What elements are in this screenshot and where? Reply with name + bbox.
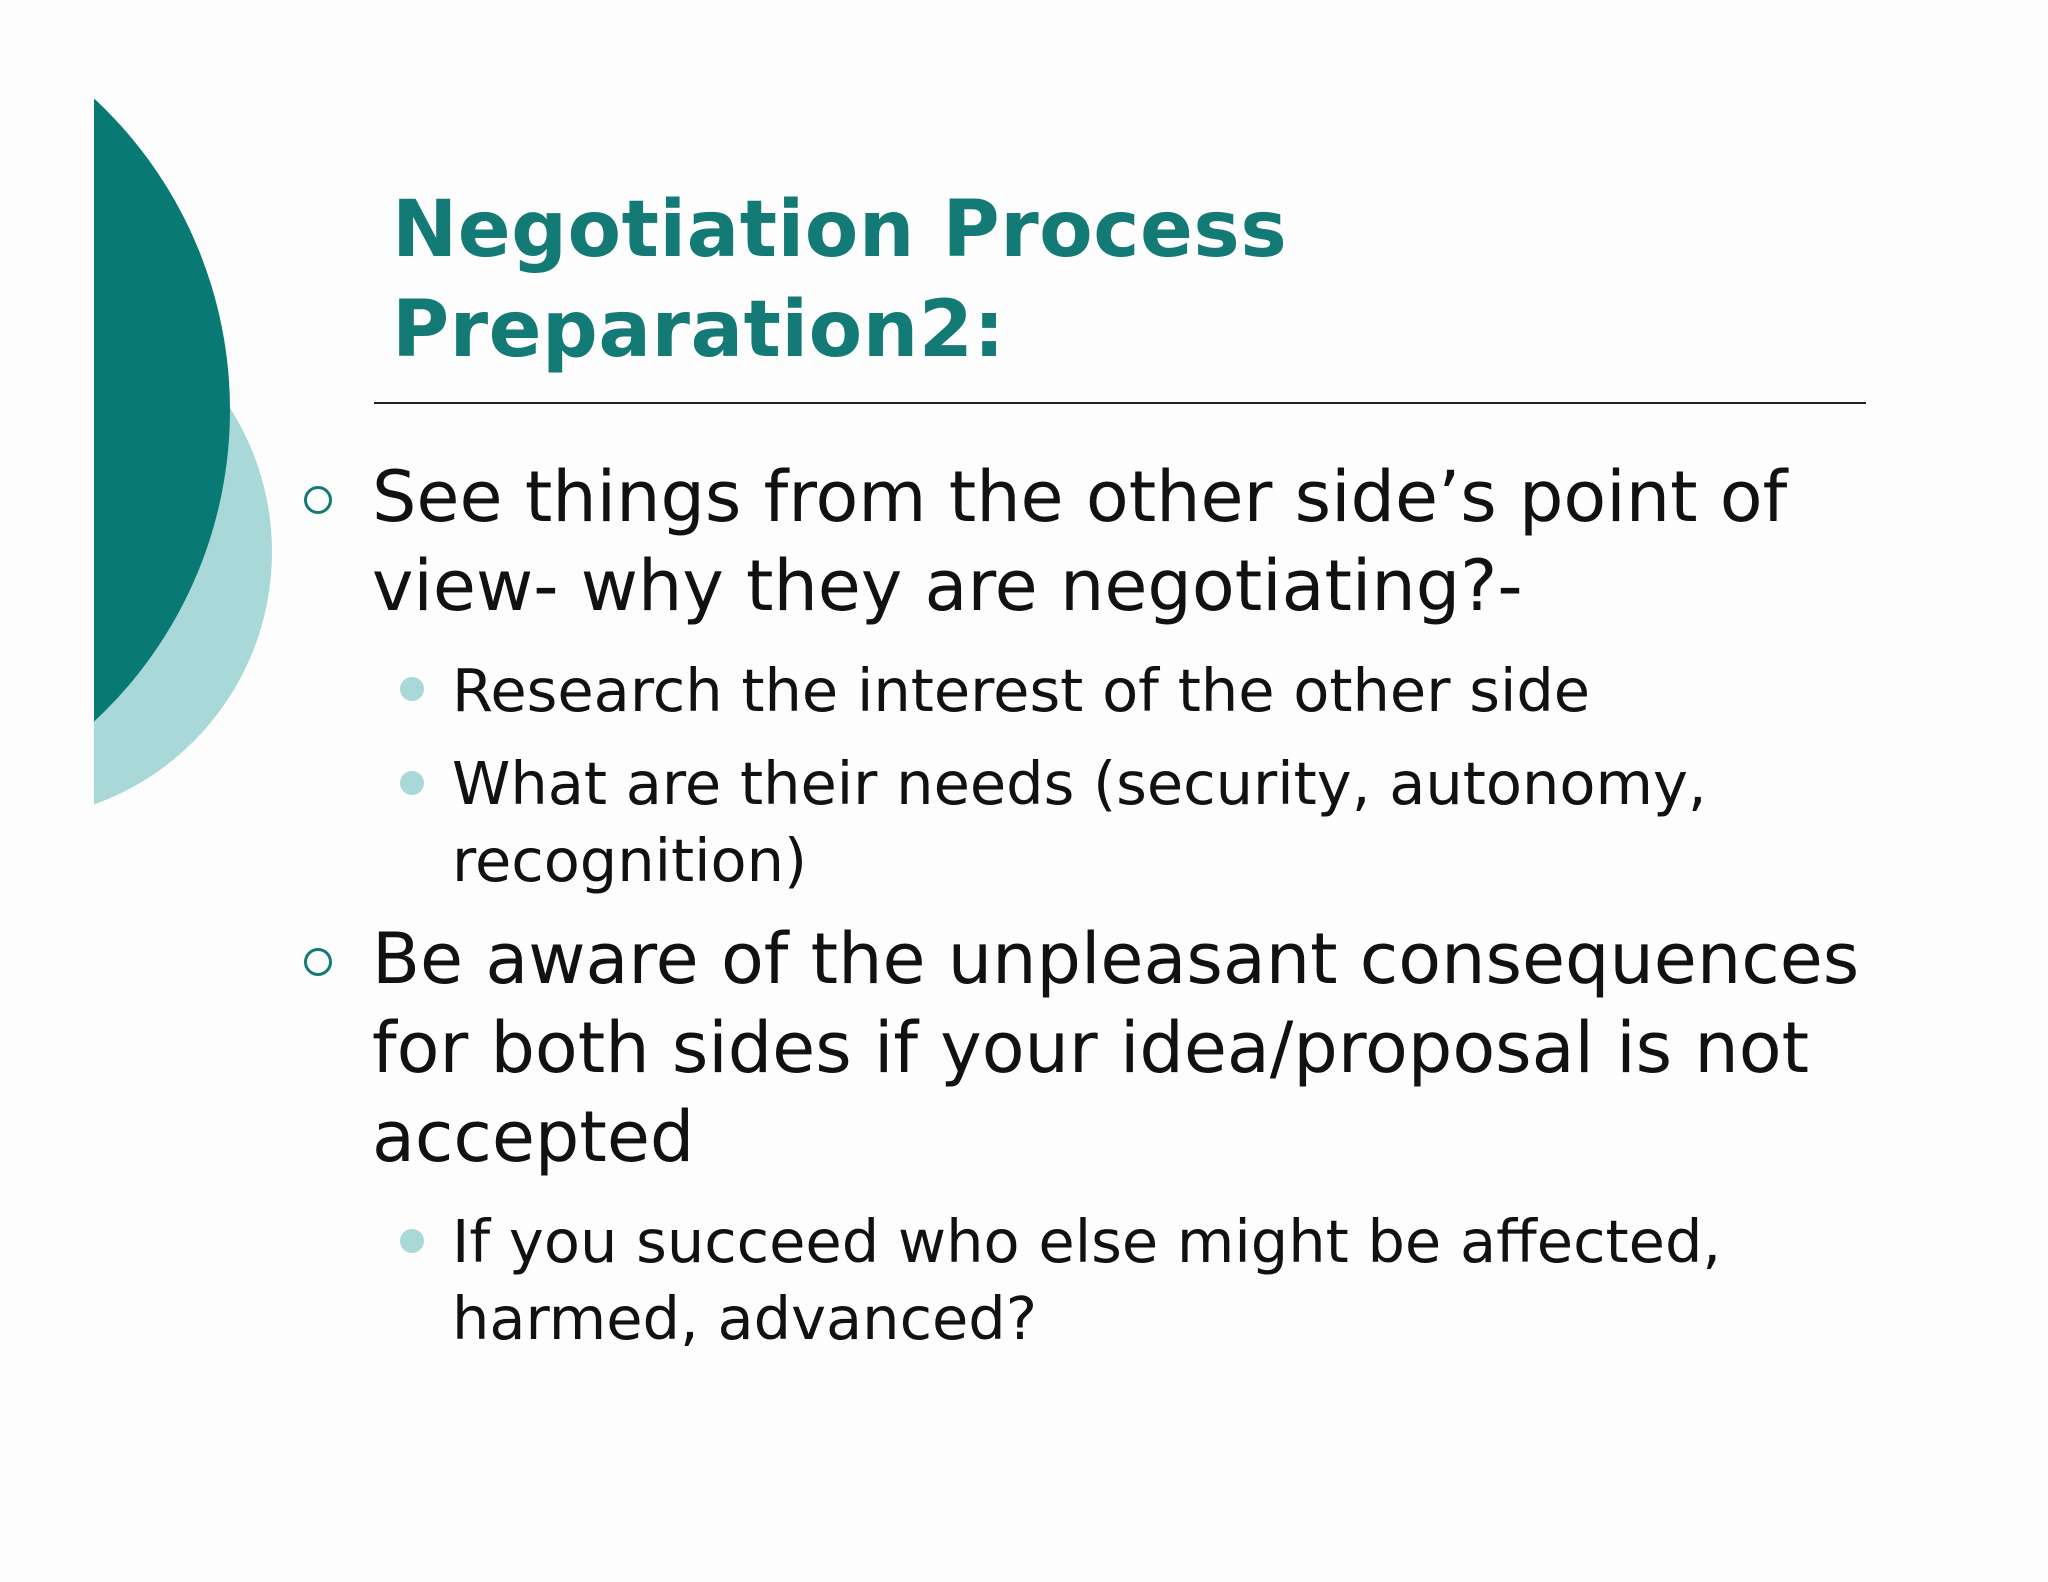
sub-bullet-item-1-1	[452, 652, 1590, 729]
bullet-2-line-1: Be aware of the unpleasant consequences	[372, 918, 1860, 1000]
bullet-2-line-3: accepted	[372, 1096, 695, 1178]
title-divider	[374, 402, 1866, 404]
sub-bullet-item-2-1	[452, 1203, 1721, 1357]
decorative-circles	[0, 0, 300, 840]
title-line-1: Negotiation Process	[392, 185, 1288, 275]
sub-bullet-marker-2-1	[400, 1229, 424, 1253]
sub-bullet-2-1-line-2: harmed, advanced?	[452, 1284, 1038, 1353]
bullet-2-line-2: for both sides if your idea/proposal is not	[372, 1007, 1810, 1089]
bullet-item-1	[372, 453, 1787, 631]
bullet-item-2	[372, 915, 1859, 1182]
sub-bullet-1-1-line-1: Research the interest of the other side	[452, 656, 1591, 725]
slide-title	[392, 180, 1287, 380]
sub-bullet-1-2-line-2: recognition)	[452, 826, 808, 895]
bullet-marker-1	[304, 486, 332, 514]
bullet-marker-2	[304, 948, 332, 976]
left-margin	[0, 0, 94, 840]
bullet-1-line-1: See things from the other side’s point of	[372, 456, 1788, 538]
title-line-2: Preparation2:	[392, 285, 1006, 375]
sub-bullet-item-1-2	[452, 745, 1707, 899]
sub-bullet-2-1-line-1: If you succeed who else might be affected,	[452, 1207, 1722, 1276]
sub-bullet-1-2-line-1: What are their needs (security, autonomy,	[452, 749, 1707, 818]
sub-bullet-marker-1-1	[400, 677, 424, 701]
bullet-1-line-2: view- why they are negotiating?-	[372, 545, 1523, 627]
sub-bullet-marker-1-2	[400, 771, 424, 795]
